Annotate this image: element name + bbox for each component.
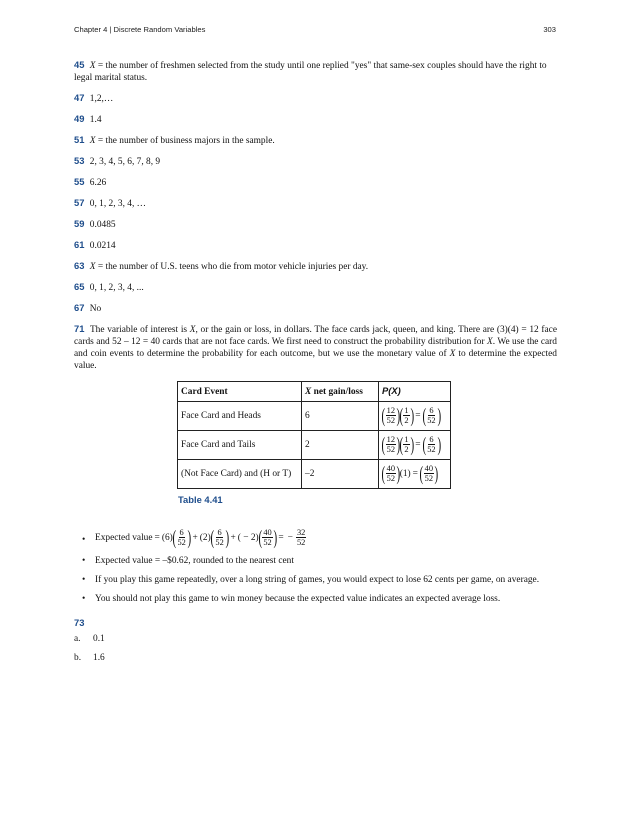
fraction <box>386 464 396 483</box>
paren-close: ) <box>225 526 229 549</box>
fraction <box>424 464 434 483</box>
plus-sign: + <box>230 532 236 543</box>
equals-sign: = <box>412 468 418 479</box>
cell-probability <box>379 402 451 431</box>
paren-open: ( <box>399 433 403 456</box>
answer-53 <box>74 155 557 168</box>
part-letter: b. <box>74 653 82 663</box>
probability-formula <box>382 435 440 454</box>
fraction <box>296 528 306 547</box>
answers-content <box>74 59 557 671</box>
answer-63 <box>74 260 557 273</box>
paren-open: ( <box>172 526 176 549</box>
cell-probability <box>379 431 451 460</box>
paren-close: ) <box>396 462 401 485</box>
numerator: 1 <box>404 406 409 416</box>
paren-open: ( <box>381 404 386 427</box>
paren-close: ) <box>396 433 401 456</box>
header-probability <box>379 382 451 402</box>
denominator: 52 <box>215 538 224 547</box>
numerator: 1 <box>404 435 409 445</box>
answer-57 <box>74 197 557 210</box>
paren-close: ) <box>437 433 441 456</box>
fraction <box>403 406 409 425</box>
coefficient: (6) <box>161 532 173 543</box>
paren-close: ) <box>396 404 401 427</box>
header-net-gain <box>302 382 379 402</box>
denominator: 52 <box>427 416 436 426</box>
paren-open: ( <box>422 433 426 456</box>
paren-close: ) <box>434 462 439 485</box>
equals-sign: = <box>415 439 421 450</box>
answer-49 <box>74 113 557 126</box>
variable-x: X <box>89 61 96 71</box>
answer-text: The variable of interest is <box>87 325 190 335</box>
formula <box>95 528 307 547</box>
expected-value-formula <box>74 528 557 547</box>
cell-event: Face Card and Tails <box>178 431 302 460</box>
cell-gain: 2 <box>302 431 379 460</box>
answer-text: 1.4 <box>89 115 102 125</box>
answer-47 <box>74 92 557 105</box>
variable-x: X <box>189 325 196 335</box>
fraction <box>176 528 186 547</box>
answer-number: 47 <box>74 92 85 103</box>
answer-text: = the number of U.S. teens who die from motor vehicle injuries per day. <box>95 262 369 272</box>
expected-value-label: • Expected value <box>95 532 153 543</box>
numerator: 32 <box>296 528 306 537</box>
variable-x: X <box>487 337 493 347</box>
table-row <box>178 431 451 460</box>
bullet-list <box>74 528 557 605</box>
p-symbol: P <box>382 385 389 396</box>
denominator: 52 <box>386 445 396 455</box>
answer-text: 0, 1, 2, 3, 4, ... <box>89 283 144 293</box>
part-letter: a. <box>74 634 81 644</box>
table-caption: Table 4.41 <box>178 494 223 505</box>
answer-text: 6.26 <box>89 178 107 188</box>
fraction <box>403 435 409 454</box>
paren-open: ( <box>258 526 262 549</box>
variable-x: X <box>89 262 96 272</box>
answer-number: 65 <box>74 281 85 292</box>
answer-number: 67 <box>74 302 85 313</box>
answer-number: 57 <box>74 197 85 208</box>
cell-probability <box>379 460 451 489</box>
denominator: 2 <box>404 445 409 455</box>
answer-51 <box>74 134 557 147</box>
paren-close: ) <box>410 404 414 427</box>
answer-number: 53 <box>74 155 85 166</box>
equals-sign: = <box>278 532 284 543</box>
answer-number: 73 <box>74 617 85 628</box>
answer-71 <box>74 323 557 372</box>
probability-formula <box>382 406 440 425</box>
list-item <box>74 652 557 664</box>
answer-number: 63 <box>74 260 85 271</box>
denominator: 52 <box>386 474 396 484</box>
page-number: 303 <box>543 25 556 34</box>
paren-open: ( <box>399 404 403 427</box>
numerator: 40 <box>424 464 433 474</box>
answer-45 <box>74 59 557 84</box>
numerator: 6 <box>429 406 434 416</box>
answer-text: 0.0214 <box>89 241 116 251</box>
bullet-item: • Expected value = –$0.62, rounded to the nearest cent <box>74 555 557 567</box>
part-value: 1.6 <box>93 653 105 663</box>
variable-x: X <box>449 349 456 359</box>
answer-text: 0, 1, 2, 3, 4, … <box>89 199 147 209</box>
variable-x: X <box>89 136 96 146</box>
denominator: 52 <box>296 538 306 547</box>
answer-number: 61 <box>74 239 85 250</box>
table-row <box>178 460 451 489</box>
multiplier: (1) <box>399 468 411 479</box>
answer-65 <box>74 281 557 294</box>
answer-text: = the number of freshmen selected from the study until one replied "yes" that same-sex couples should have the right to legal marital status. <box>74 61 547 83</box>
numerator: 6 <box>179 528 184 537</box>
numerator: 40 <box>386 464 396 474</box>
equals-sign: = <box>154 532 160 543</box>
answer-59 <box>74 218 557 231</box>
equals-sign: = <box>415 410 421 421</box>
answer-number: 45 <box>74 59 85 70</box>
answer-text: to determine the expected value. <box>74 349 557 371</box>
part-value: 0.1 <box>93 634 105 644</box>
table-row <box>178 402 451 431</box>
denominator: 52 <box>177 538 186 547</box>
answer-number: 55 <box>74 176 85 187</box>
answer-text: . We use the card and coin events to determine the probability for each outcome, but we use the monetary value of <box>74 337 557 359</box>
probability-formula <box>382 464 438 483</box>
fraction <box>386 435 396 454</box>
px-symbol: (X) <box>388 385 401 396</box>
cell-event: Face Card and Heads <box>178 402 302 431</box>
paren-open: ( <box>210 526 214 549</box>
probability-table <box>177 381 451 489</box>
paren-open: ( <box>422 404 426 427</box>
answer-text: 1,2,… <box>89 94 114 104</box>
denominator: 2 <box>404 416 409 426</box>
answer-61 <box>74 239 557 252</box>
answer-67 <box>74 302 557 315</box>
table-header-row <box>178 382 451 402</box>
denominator: 52 <box>263 538 272 547</box>
answer-text: 0.0485 <box>89 220 116 230</box>
denominator: 52 <box>427 445 436 455</box>
coefficient: (2) <box>199 532 211 543</box>
cell-gain: –2 <box>302 460 379 489</box>
fraction <box>426 406 436 425</box>
header-net-gain-label: net gain/loss <box>311 386 363 397</box>
denominator: 52 <box>386 416 396 426</box>
numerator: 40 <box>263 528 272 537</box>
variable-x: X <box>305 386 312 397</box>
cell-event: (Not Face Card) and (H or T) <box>178 460 302 489</box>
fraction <box>214 528 224 547</box>
cell-gain: 6 <box>302 402 379 431</box>
plus-sign: + <box>192 532 198 543</box>
answer-73 <box>74 617 557 630</box>
fraction <box>262 528 272 547</box>
answer-text: No <box>89 304 102 314</box>
header-card-event: Card Event <box>178 382 302 402</box>
numerator: 6 <box>217 528 222 537</box>
paren-close: ) <box>187 526 191 549</box>
answer-number: 49 <box>74 113 85 124</box>
coefficient: ( − 2) <box>237 532 259 543</box>
list-item <box>74 633 557 645</box>
numerator: 12 <box>386 406 396 416</box>
paren-open: ( <box>381 433 386 456</box>
answer-number: 51 <box>74 134 85 145</box>
numerator: 12 <box>386 435 396 445</box>
page-header <box>74 25 556 39</box>
answer-number: 59 <box>74 218 85 229</box>
fraction <box>386 406 396 425</box>
paren-close: ) <box>273 526 277 549</box>
denominator: 52 <box>424 474 433 484</box>
minus-sign: − <box>287 532 293 543</box>
bullet-item: • If you play this game repeatedly, over a long string of games, you would expect to lose 62 cents per game, on average. <box>74 574 557 586</box>
chapter-title: Chapter 4 | Discrete Random Variables <box>74 25 206 34</box>
answer-text: = the number of business majors in the sample. <box>95 136 275 146</box>
paren-close: ) <box>410 433 414 456</box>
fraction <box>426 435 436 454</box>
paren-close: ) <box>437 404 441 427</box>
answer-55 <box>74 176 557 189</box>
paren-open: ( <box>419 462 424 485</box>
paren-open: ( <box>381 462 386 485</box>
answer-number: 71 <box>74 323 85 334</box>
answer-73-parts <box>74 633 557 664</box>
numerator: 6 <box>429 435 434 445</box>
answer-text: , or the gain or loss, in dollars. The face cards jack, queen, and king. There are (3)(4) = 12 face cards and 52 – 12 = 40 cards that are not face cards. We first need to construct the probability distribution for <box>74 325 557 347</box>
bullet-item: • You should not play this game to win money because the expected value indicates an expected average loss. <box>74 593 557 605</box>
answer-text: 2, 3, 4, 5, 6, 7, 8, 9 <box>89 157 161 167</box>
